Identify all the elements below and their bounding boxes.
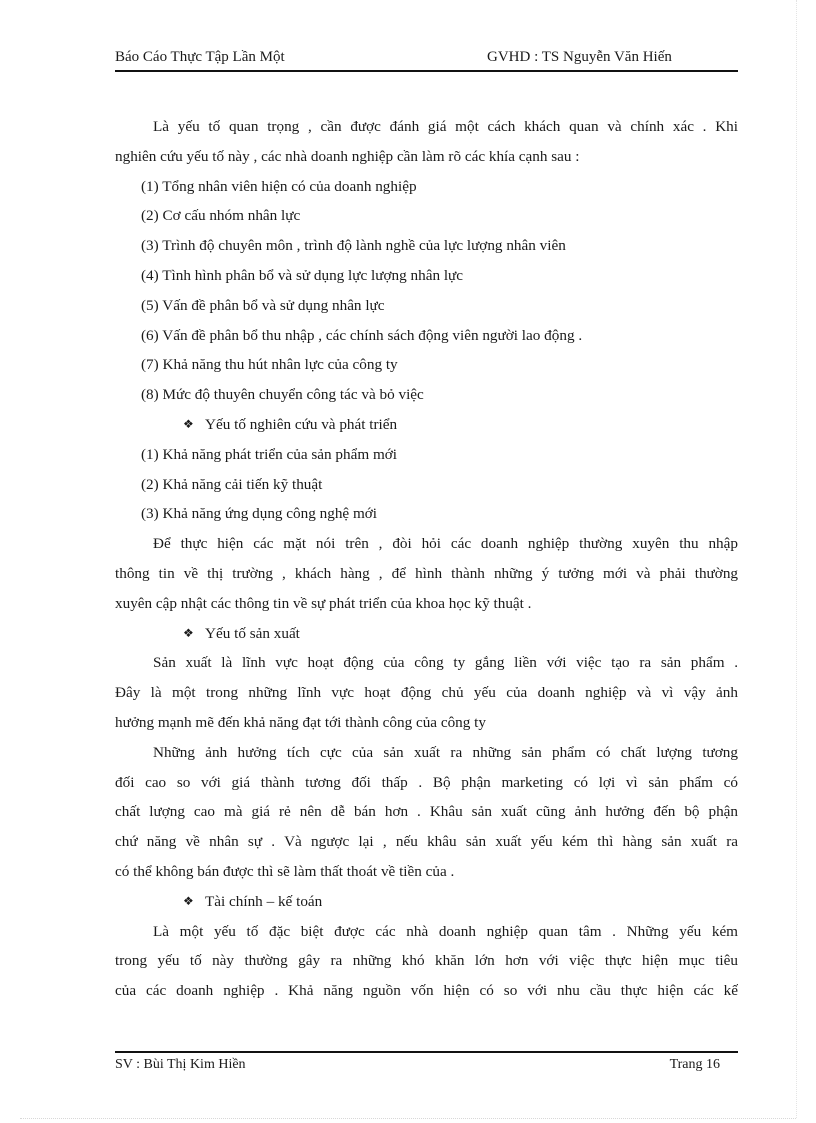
page-footer [115,1057,738,1079]
header-divider [115,70,738,72]
document-body [115,112,738,1006]
diamond-bullet-icon: ❖ [183,416,194,431]
page-number: Trang 16 [669,1057,720,1072]
list-item: (1) Tổng nhân viên hiện có của doanh nghiệp [141,177,417,195]
paragraph-line: Là một yếu tố đặc biệt được các nhà doanh nghiệp quan tâm . Những yếu kém [153,922,738,940]
report-title: Báo Cáo Thực Tập Lần Một [115,49,285,65]
section-heading-text: Yếu tố nghiên cứu và phát triển [205,415,398,433]
diamond-bullet-icon: ❖ [183,893,194,908]
student-name: SV : Bùi Thị Kim Hiền [115,1057,246,1072]
list-item: (6) Vấn đề phân bổ thu nhập , các chính sách động viên người lao động . [141,326,583,344]
paragraph-line: xuyên cập nhật các thông tin về sự phát triển của khoa học kỹ thuật . [115,594,532,612]
paragraph-line: Sản xuất là lĩnh vực hoạt động của công ty gắng liền với việc tạo ra sản phẩm . [153,654,738,672]
section-heading [115,887,738,917]
paragraph-line: hưởng mạnh mẽ đến khả năng đạt tới thành công của công ty [115,713,486,731]
supervisor-label: GVHD : TS Nguyễn Văn Hiến [487,49,672,65]
paragraph-line: Những ảnh hưởng tích cực của sản xuất ra những sản phẩm có chất lượng tương [153,743,738,761]
list-item: (3) Trình độ chuyên môn , trình độ lành nghề của lực lượng nhân viên [141,237,566,255]
paragraph-line: đối cao so với giá thành tương đối thấp . Bộ phận marketing có lợi vì sản phẩm có [115,773,738,791]
paragraph-line: Để thực hiện các mặt nói trên , đòi hỏi các doanh nghiệp thường xuyên thu nhập [153,535,738,553]
list-item: (2) Khả năng cải tiến kỹ thuật [141,475,323,493]
paragraph-line: nghiên cứu yếu tố này , các nhà doanh nghiệp cần làm rõ các khía cạnh sau : [115,147,580,165]
list-item: (7) Khả năng thu hút nhân lực của công ty [141,356,398,374]
list-item: (1) Khả năng phát triển của sản phẩm mới [141,445,398,463]
footer-divider [115,1051,738,1053]
paragraph-line: chứ năng về nhân sự . Và ngược lại , nếu khâu sản xuất yếu kém thì hàng sản xuất ra [115,833,738,851]
section-heading [115,619,738,649]
page-bottom-edge [20,1118,796,1119]
section-heading [115,410,738,440]
section-heading-text: Tài chính – kế toán [205,892,323,910]
page-right-edge [796,0,797,1118]
list-item: (4) Tình hình phân bổ và sử dụng lực lượng nhân lực [141,266,464,284]
paragraph-line: có thể không bán được thì sẽ làm thất thoát về tiền của . [115,862,455,880]
list-item: (3) Khả năng ứng dụng công nghệ mới [141,505,378,523]
paragraph-line: Đây là một trong những lĩnh vực hoạt động chủ yếu của doanh nghiệp và vì vậy ảnh [115,684,738,702]
paragraph-line: thông tin về thị trường , khách hàng , để hình thành những ý tưởng mới và phải thường [115,564,738,582]
section-heading-text: Yếu tố sản xuất [205,624,300,642]
page-header [115,49,738,71]
paragraph-line: trong yếu tố này thường gây ra những khó khăn lớn hơn với việc thực hiện mục tiêu [115,952,738,970]
diamond-bullet-icon: ❖ [183,625,194,640]
paragraph-line: Là yếu tố quan trọng , cần được đánh giá một cách khách quan và chính xác . Khi [153,118,738,135]
list-item: (8) Mức độ thuyên chuyển công tác và bỏ việc [141,386,424,404]
paragraph-line: chất lượng cao mà giá rẻ nên dễ bán hơn . Khâu sản xuất cũng ảnh hưởng đến bộ phận [115,803,738,821]
list-item: (2) Cơ cấu nhóm nhân lực [141,207,301,225]
paragraph-line: của các doanh nghiệp . Khả năng nguồn vốn hiện có so với nhu cầu thực hiện các kế [115,982,738,1000]
list-item: (5) Vấn đề phân bổ và sử dụng nhân lực [141,296,385,314]
